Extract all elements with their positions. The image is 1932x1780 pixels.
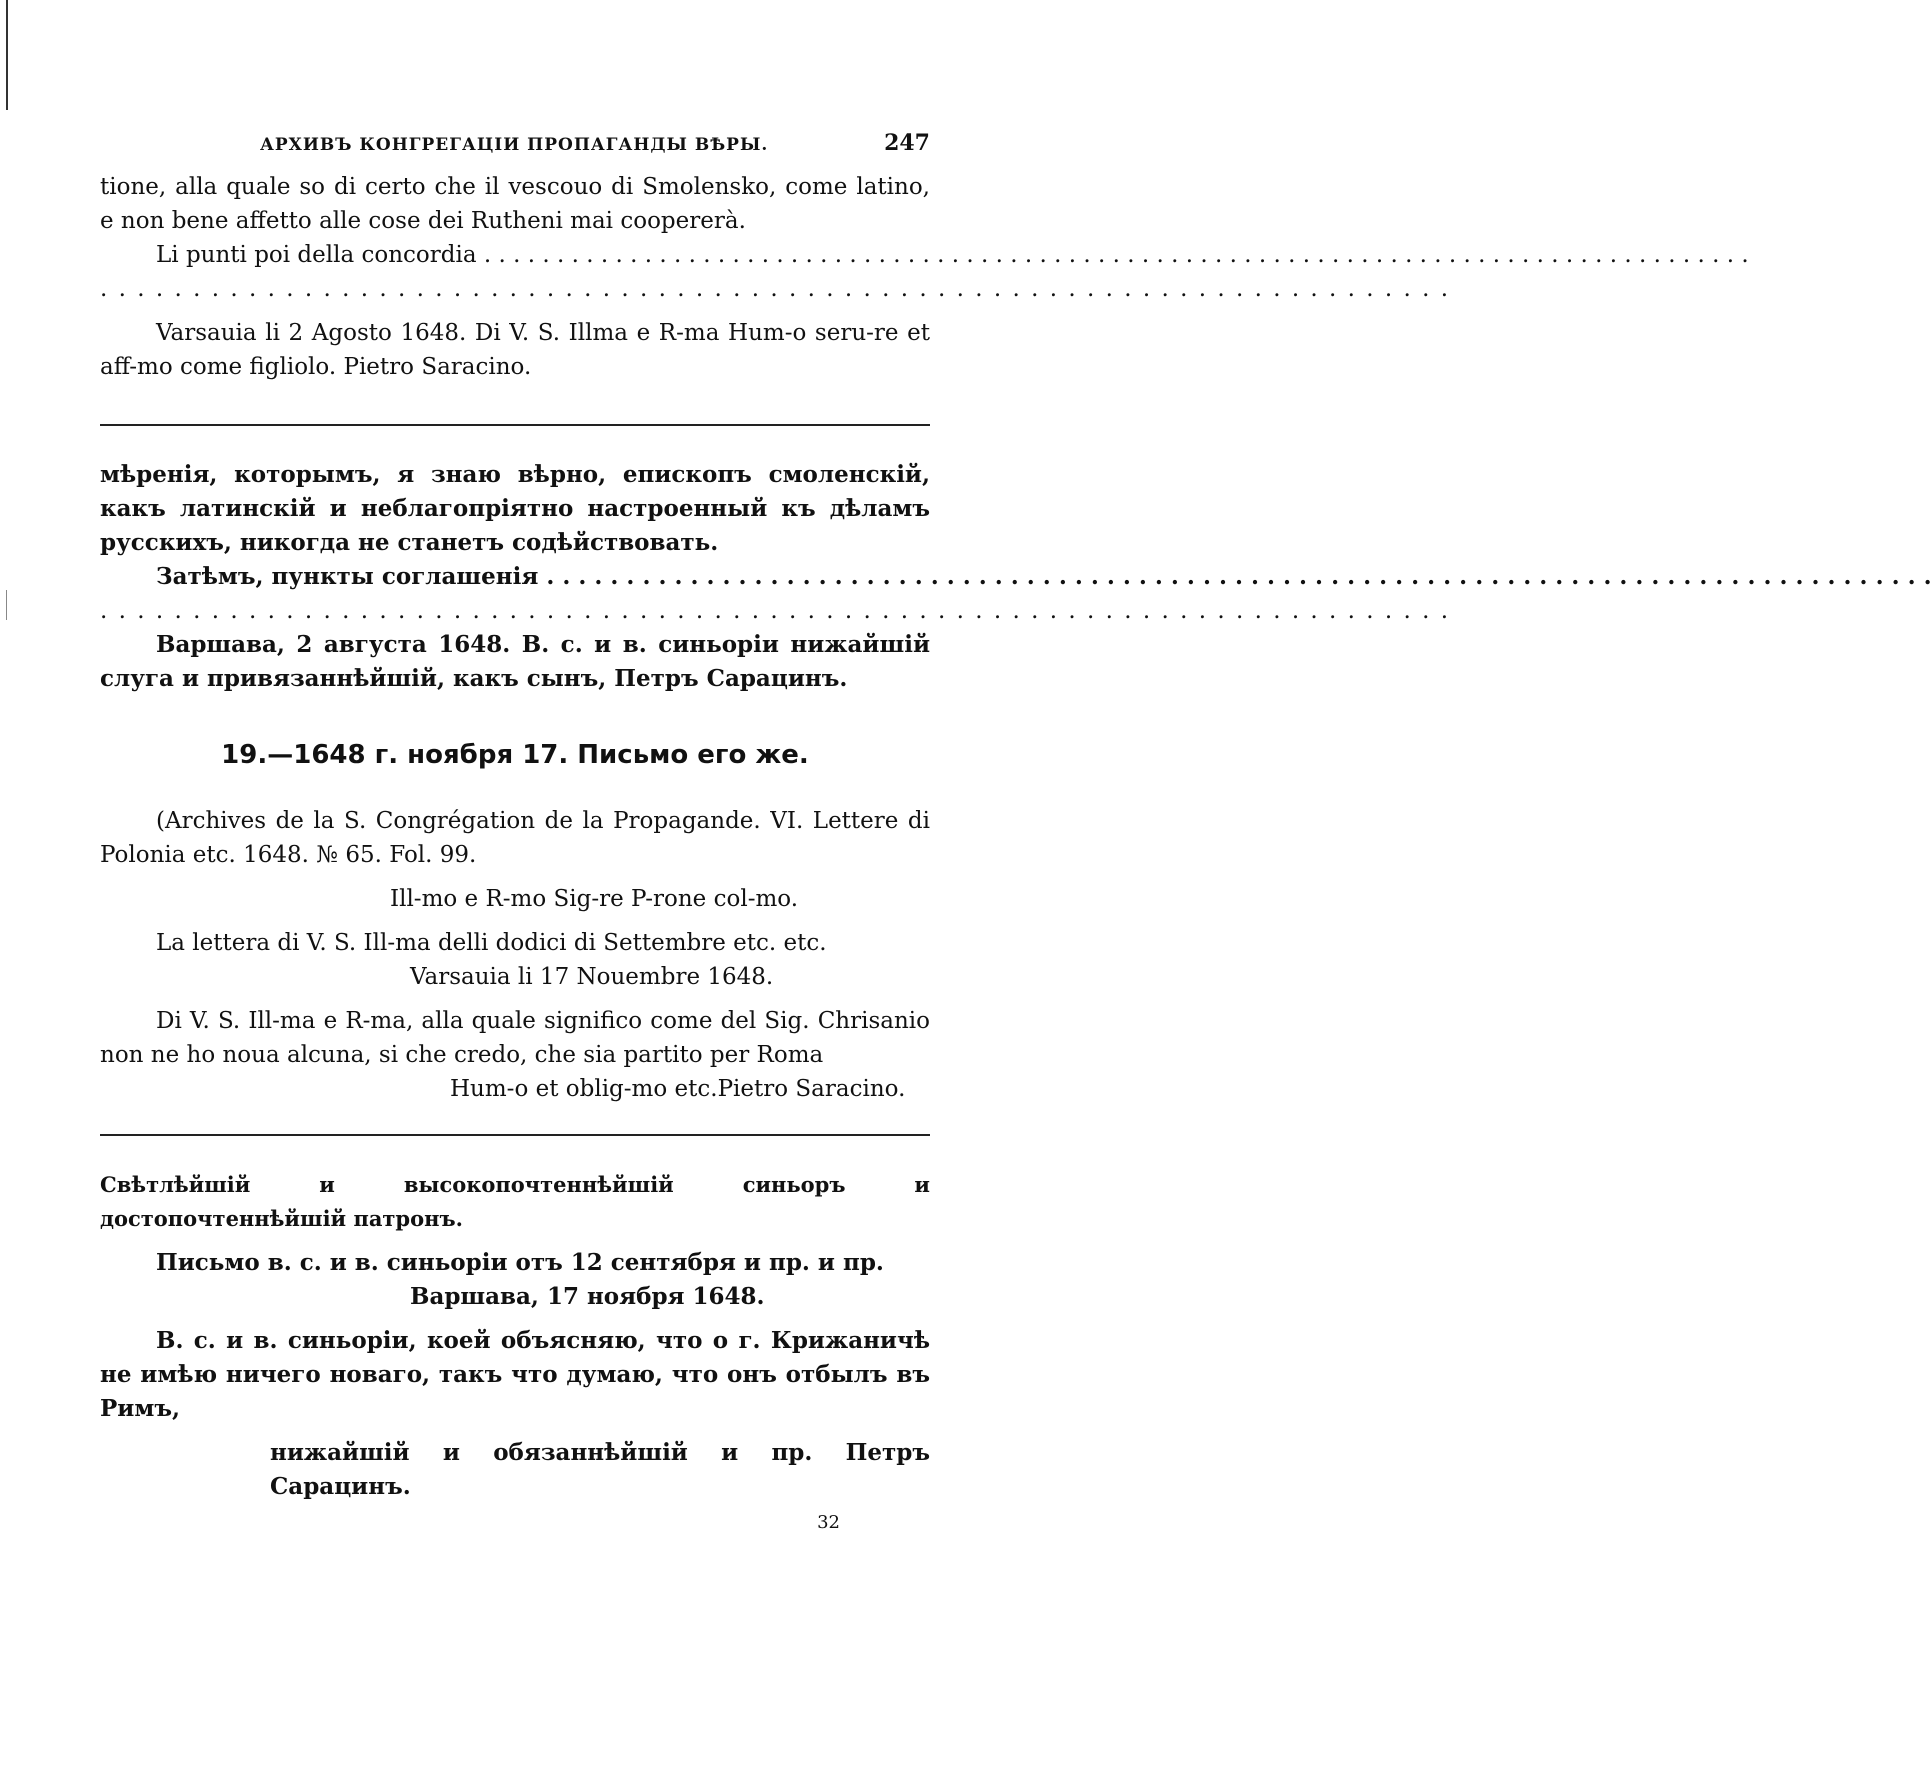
page-number: 247 xyxy=(884,130,930,156)
running-header xyxy=(100,130,930,170)
signature: Hum-o et oblig-mo etc.Pietro Saracino. xyxy=(450,1076,906,1102)
signature: нижайшій и обязаннѣйшій и пр. Петръ Сарацинъ. xyxy=(270,1439,930,1500)
paragraph: Письмо в. с. и в. синьоріи отъ 12 сентября и пр. и пр. xyxy=(156,1249,884,1276)
russian-block-2 xyxy=(100,1168,930,1504)
paragraph: В. с. и в. синьоріи, коей объясняю, что о г. Крижаничѣ не имѣю ничего новаго, такъ что думаю, что онъ отбылъ въ Римъ, xyxy=(100,1327,930,1422)
salutation: Свѣтлѣйшій и высокопочтеннѣйшій синьоръ и достопочтеннѣйшій патронъ. xyxy=(100,1172,930,1231)
paragraph: La lettera di V. S. Ill-ma delli dodici di Settembre etc. etc. xyxy=(156,930,827,956)
russian-block-1 xyxy=(100,458,1451,696)
scan-edge-line xyxy=(6,0,8,110)
closing-line: Варшава, 2 августа 1648. В. с. и в. синьоріи нижайшій слуга и привязаннѣйшій, какъ сынъ, Петръ Сарацинъ. xyxy=(100,631,930,692)
paragraph: мѣренія, которымъ, я знаю вѣрно, епископъ смоленскій, какъ латинскій и неблагопріятно настроенный къ дѣламъ русскихъ, никогда не станетъ содѣйствовать. xyxy=(100,461,930,556)
paragraph: tione, alla quale so di certo che il vescouo di Smolensko, come latino, e non bene affetto alle cose dei Rutheni mai coopererà. xyxy=(100,174,930,234)
document-page xyxy=(100,130,1451,1533)
separator-rule xyxy=(100,424,930,426)
italian-block-2 xyxy=(100,804,930,1106)
header-title: АРХИВЪ КОНГРЕГАЦІИ ПРОПАГАНДЫ ВѢРЫ. xyxy=(260,135,769,155)
dotted-line: Затѣмъ, пункты соглашенія . . . xyxy=(100,560,930,594)
section-heading: 19.—1648 г. ноября 17. Письмо его же. xyxy=(221,740,809,770)
dot-leader: . . . . . . . . . . . . . . . . . . . . . . . . . . . . . . . . . . . . . . . . . . . . . . . . . . . . . . . . . . . . . . . . . . . . . . . . . xyxy=(100,598,1451,624)
paragraph: Di V. S. Ill-ma e R-ma, alla quale significo come del Sig. Chrisanio non ne ho noua alcuna, si che credo, che sia partito per Roma xyxy=(100,1008,930,1068)
scan-edge-mark xyxy=(6,590,7,620)
closing-line: Varsauia li 2 Agosto 1648. Di V. S. Illma e R-ma Hum-o seru-re et aff-mo come figliolo. Pietro Saracino. xyxy=(100,320,930,380)
date-line: Варшава, 17 ноября 1648. xyxy=(410,1283,765,1310)
dotted-line: Li punti poi della concordia . . . xyxy=(100,238,930,272)
date-line: Varsauia li 17 Nouembre 1648. xyxy=(410,964,774,990)
italian-block-1 xyxy=(100,170,1451,384)
separator-rule xyxy=(100,1134,930,1136)
salutation: Ill-mo e R-mo Sig-re P-rone col-mo. xyxy=(390,886,799,912)
dot-leader: . . . . . . . . . . . . . . . . . . . . . . . . . . . . . . . . . . . . . . . . . . . . . . . . . . . . . . . . . . . . . . . . . . . . . . . . . xyxy=(100,276,1451,302)
source-citation: (Archives de la S. Congrégation de la Propagande. VI. Lettere di Polonia etc. 1648. № 65. Fol. 99. xyxy=(100,808,930,868)
signature-mark: 32 xyxy=(817,1512,840,1533)
